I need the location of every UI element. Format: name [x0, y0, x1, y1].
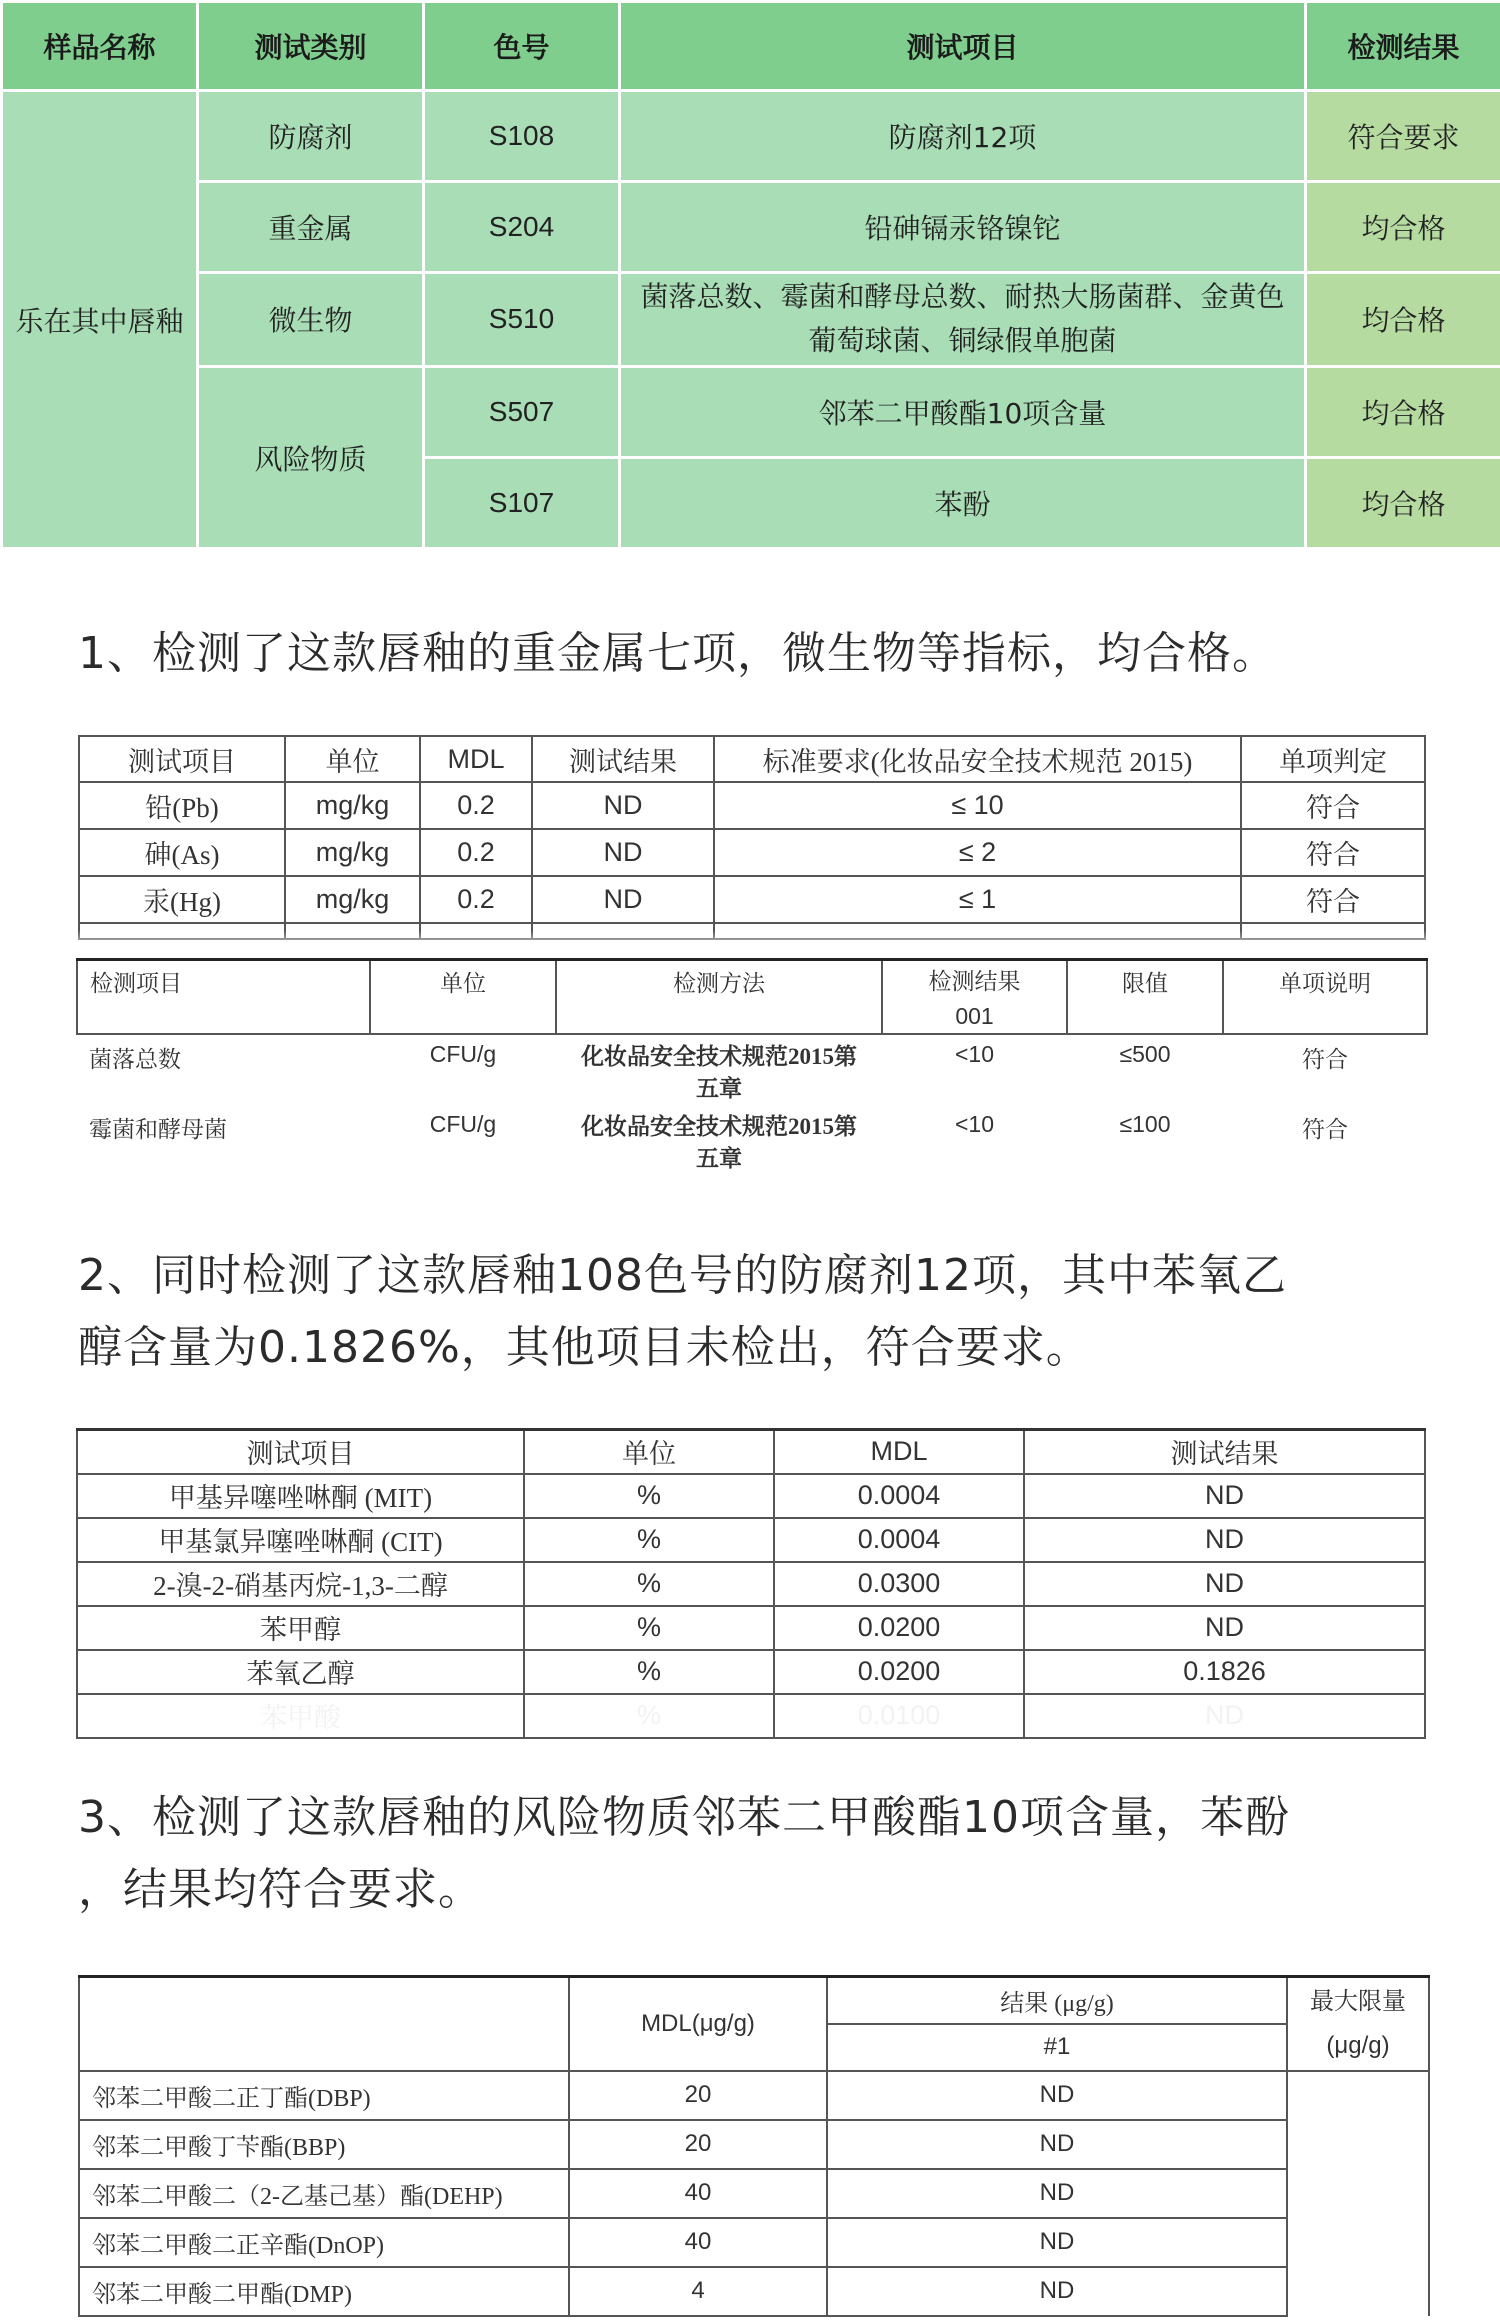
cell: ND	[1024, 1562, 1425, 1606]
preservatives-table	[76, 1428, 1426, 1739]
header-result: 检测结果	[1306, 2, 1500, 91]
cell: 苯氧乙醇	[77, 1650, 524, 1694]
header-cell: 标准要求(化妆品安全技术规范 2015)	[714, 736, 1241, 782]
caption-line: ，结果均符合要求。	[78, 1864, 483, 1915]
cell: 20	[569, 2071, 827, 2120]
cell: ND	[532, 782, 714, 829]
summary-table	[0, 0, 1500, 550]
cell: 2-溴-2-硝基丙烷-1,3-二醇	[77, 1562, 524, 1606]
header-cell: 检测方法	[556, 960, 882, 1035]
table-header-row	[77, 1430, 1425, 1474]
summary-header-row	[2, 2, 1500, 91]
cell: 符合	[1302, 1117, 1348, 1142]
method-line: 五章	[696, 1076, 742, 1101]
cell: mg/kg	[285, 782, 420, 829]
header-test-category: 测试类别	[198, 2, 424, 91]
cell	[556, 1105, 882, 1175]
cell: 40	[569, 2169, 827, 2218]
header-sample-name: 样品名称	[2, 2, 198, 91]
cell: ND	[827, 2169, 1287, 2218]
category-cell: 微生物	[198, 272, 424, 367]
cell: CFU/g	[429, 1111, 497, 1137]
header-cell: MDL	[420, 736, 532, 782]
table-row	[77, 1562, 1425, 1606]
caption-line: 2、同时检测了这款唇釉108色号的防腐剂12项，其中苯氧乙	[78, 1250, 1287, 1301]
table-row	[2, 272, 1500, 367]
shade-cell: S204	[424, 181, 620, 272]
category-cell: 风险物质	[198, 367, 424, 549]
header-cell: 单项判定	[1241, 736, 1425, 782]
header-cell: 单位	[285, 736, 420, 782]
cell: 邻苯二甲酸二（2-乙基己基）酯(DEHP)	[79, 2169, 569, 2218]
cell: CFU/g	[429, 1041, 497, 1067]
cell: 邻苯二甲酸二正辛酯(DnOP)	[79, 2218, 569, 2267]
cell: ND	[1024, 1474, 1425, 1518]
method-line: 化妆品安全技术规范2015第	[581, 1044, 857, 1069]
header-cell: 单项说明	[1223, 960, 1427, 1035]
category-cell: 重金属	[198, 181, 424, 272]
cell: ≤ 2	[714, 829, 1241, 876]
table-row	[77, 1105, 1427, 1175]
result-cell: 均合格	[1306, 181, 1500, 272]
result-cell: 均合格	[1306, 367, 1500, 458]
cell: ≤500	[1119, 1041, 1171, 1067]
header-cell: MDL	[774, 1430, 1024, 1474]
caption-line: 醇含量为0.1826%，其他项目未检出，符合要求。	[78, 1322, 1091, 1373]
table-row	[77, 1606, 1425, 1650]
shade-cell: S507	[424, 367, 620, 458]
header-test-item: 测试项目	[620, 2, 1306, 91]
table-row	[77, 1518, 1425, 1562]
item-line: 葡萄球菌、铜绿假单胞菌	[808, 324, 1117, 358]
cell: 甲基异噻唑啉酮 (MIT)	[77, 1474, 524, 1518]
header-cell: 检测项目	[77, 960, 370, 1035]
header-shade: 色号	[424, 2, 620, 91]
cell: ≤100	[1119, 1111, 1171, 1137]
cell: <10	[954, 1111, 994, 1137]
caption-line: 3、检测了这款唇釉的风险物质邻苯二甲酸酯10项含量，苯酚	[78, 1792, 1290, 1843]
method-line: 化妆品安全技术规范2015第	[581, 1114, 857, 1139]
cell: ≤ 10	[714, 782, 1241, 829]
cell: 0.0200	[774, 1606, 1024, 1650]
caption-2	[78, 1240, 1438, 1384]
shade-cell: S108	[424, 91, 620, 182]
cell: 甲基氯异噻唑啉酮 (CIT)	[77, 1518, 524, 1562]
header-cell: 测试结果	[1024, 1430, 1425, 1474]
cell: 4	[569, 2267, 827, 2316]
table-row	[79, 829, 1425, 876]
table-row	[79, 2120, 1429, 2169]
cell: 霉菌和酵母菌	[89, 1117, 227, 1142]
item-cell	[620, 272, 1306, 367]
cell: <10	[954, 1041, 994, 1067]
header-cell: MDL(μg/g)	[569, 1977, 827, 2071]
table-row	[77, 1694, 1425, 1738]
header-cell: 测试结果	[532, 736, 714, 782]
header-label: (μg/g)	[1326, 2031, 1390, 2059]
item-cell: 防腐剂12项	[620, 91, 1306, 182]
header-cell: 限值	[1067, 960, 1223, 1035]
result-cell: 均合格	[1306, 272, 1500, 367]
item-cell: 铅砷镉汞铬镍铊	[620, 181, 1306, 272]
table-header-row	[79, 736, 1425, 782]
table-row	[2, 367, 1500, 458]
table-row	[2, 181, 1500, 272]
header-cell: 单位	[370, 960, 556, 1035]
category-cell: 防腐剂	[198, 91, 424, 182]
cell: %	[524, 1562, 774, 1606]
table-row	[2, 91, 1500, 182]
cell: 邻苯二甲酸二甲酯(DMP)	[79, 2267, 569, 2316]
table-row	[79, 2267, 1429, 2316]
cell	[556, 1034, 882, 1105]
cell: 0.0100	[774, 1694, 1024, 1738]
table-row	[79, 2169, 1429, 2218]
caption-1	[78, 618, 1438, 690]
shade-cell: S510	[424, 272, 620, 367]
cell: 0.0004	[774, 1474, 1024, 1518]
item-cell: 邻苯二甲酸酯10项含量	[620, 367, 1306, 458]
header-label: 检测结果	[928, 969, 1021, 994]
table-row	[77, 1650, 1425, 1694]
cell: mg/kg	[285, 876, 420, 923]
header-cell	[1287, 1977, 1429, 2071]
cell: 符合	[1302, 1047, 1348, 1072]
cell: ND	[1024, 1606, 1425, 1650]
header-cell	[79, 1977, 569, 2071]
cell: 汞(Hg)	[79, 876, 285, 923]
header-cell: 单位	[524, 1430, 774, 1474]
cell: ND	[827, 2267, 1287, 2316]
sample-name-cell: 乐在其中唇釉	[2, 91, 198, 549]
header-label: 最大限量	[1310, 1988, 1406, 2015]
cell: ND	[827, 2120, 1287, 2169]
header-cell: 结果 (μg/g)	[827, 1977, 1287, 2024]
cell: 40	[569, 2218, 827, 2267]
cell: 菌落总数	[89, 1047, 181, 1072]
cell: ND	[1024, 1694, 1425, 1738]
table-header-row	[79, 1977, 1429, 2024]
heavy-metals-table	[78, 735, 1426, 940]
shade-cell: S107	[424, 458, 620, 549]
cell: 苯甲酸	[77, 1694, 524, 1738]
scan-fade	[60, 1172, 1460, 1192]
cell: ND	[1024, 1518, 1425, 1562]
phthalates-table	[78, 1975, 1430, 2317]
cell: 符合	[1241, 829, 1425, 876]
cell: ND	[827, 2071, 1287, 2120]
table-header-row	[77, 960, 1427, 1035]
cell: 0.0004	[774, 1518, 1024, 1562]
table-row	[79, 2071, 1429, 2120]
cell: %	[524, 1606, 774, 1650]
cell: ND	[532, 876, 714, 923]
table-row	[79, 2218, 1429, 2267]
cell: 20	[569, 2120, 827, 2169]
cell: %	[524, 1694, 774, 1738]
cell: 邻苯二甲酸二正丁酯(DBP)	[79, 2071, 569, 2120]
method-line: 五章	[696, 1146, 742, 1171]
header-cell: 测试项目	[79, 736, 285, 782]
scan-fade	[60, 930, 1460, 954]
cell: mg/kg	[285, 829, 420, 876]
header-cell: 测试项目	[77, 1430, 524, 1474]
cell: 0.0200	[774, 1650, 1024, 1694]
item-line: 菌落总数、霉菌和酵母总数、耐热大肠菌群、金黄色	[640, 280, 1285, 314]
header-cell: #1	[827, 2024, 1287, 2071]
result-cell: 符合要求	[1306, 91, 1500, 182]
cell: 符合	[1241, 782, 1425, 829]
cell: 0.2	[420, 782, 532, 829]
header-cell	[882, 960, 1067, 1035]
table-row	[79, 876, 1425, 923]
item-cell: 苯酚	[620, 458, 1306, 549]
cell: %	[524, 1474, 774, 1518]
table-row	[77, 1034, 1427, 1105]
cell: 符合	[1241, 876, 1425, 923]
sample-number: 001	[955, 1003, 994, 1029]
cell: 0.2	[420, 876, 532, 923]
table-row	[77, 1474, 1425, 1518]
cell: %	[524, 1518, 774, 1562]
table-row	[79, 782, 1425, 829]
cell: ND	[532, 829, 714, 876]
cell	[1287, 2071, 1429, 2316]
cell: 铅(Pb)	[79, 782, 285, 829]
caption-text: 1、检测了这款唇釉的重金属七项，微生物等指标，均合格。	[78, 628, 1277, 679]
microbes-table	[76, 958, 1428, 1175]
cell: 苯甲醇	[77, 1606, 524, 1650]
caption-3	[78, 1782, 1438, 1926]
result-cell: 均合格	[1306, 458, 1500, 549]
cell: 砷(As)	[79, 829, 285, 876]
cell: 0.2	[420, 829, 532, 876]
cell: ≤ 1	[714, 876, 1241, 923]
cell: 0.0300	[774, 1562, 1024, 1606]
cell: %	[524, 1650, 774, 1694]
cell: 邻苯二甲酸丁苄酯(BBP)	[79, 2120, 569, 2169]
cell: ND	[827, 2218, 1287, 2267]
cell: 0.1826	[1024, 1650, 1425, 1694]
